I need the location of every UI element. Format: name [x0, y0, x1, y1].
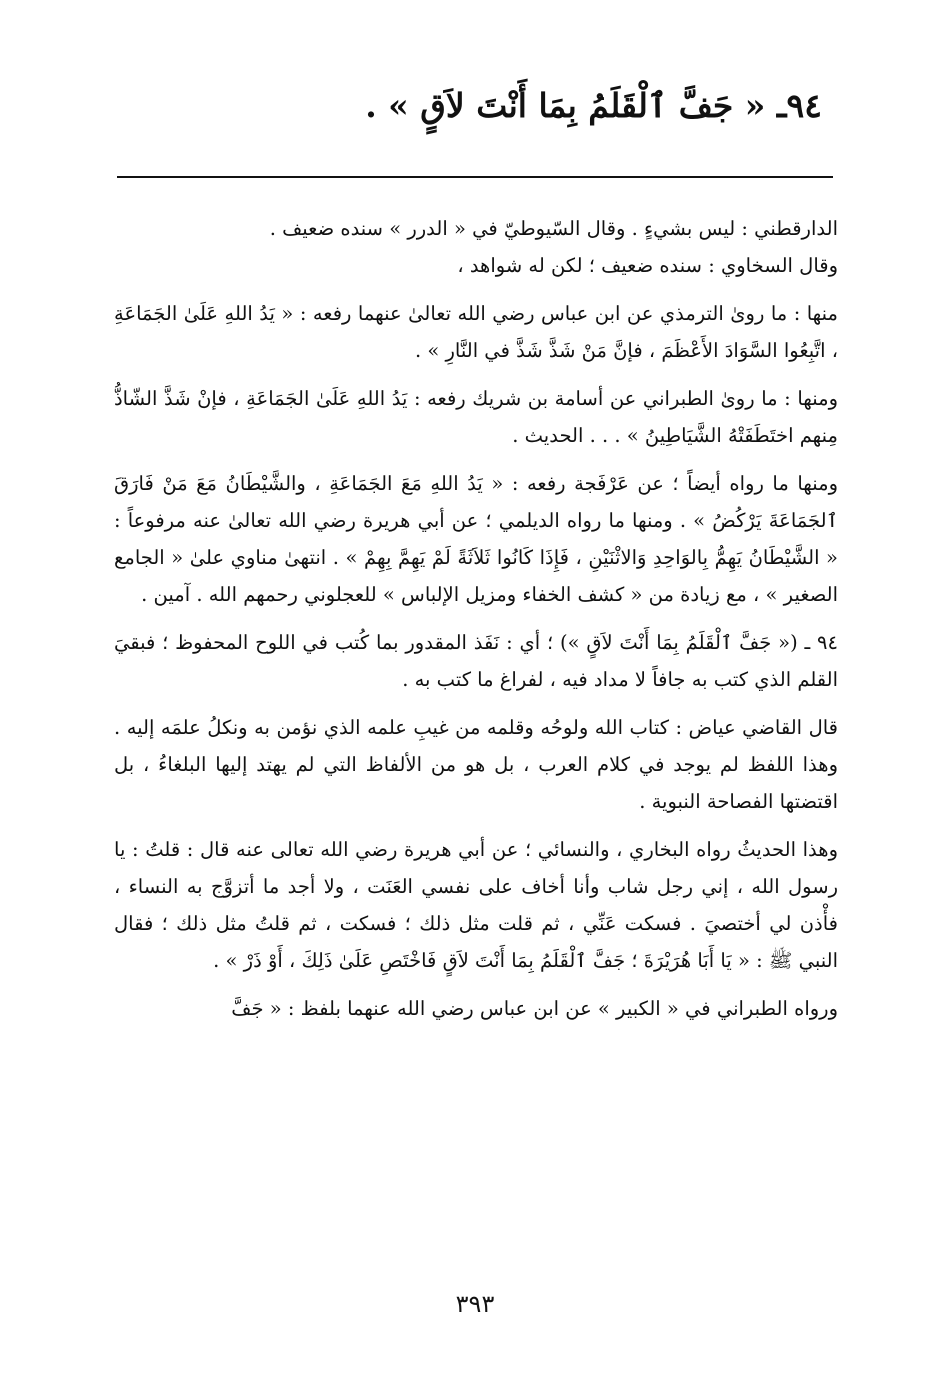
heading-divider	[117, 176, 833, 178]
paragraph: ومنها ما رواه أيضاً ؛ عن عَرْفَجة رفعه : « يَدُ اللهِ مَعَ الجَمَاعَةِ ، والشَّيْطَانُ مَعَ مَنْ فَارَقَ ٱلجَمَاعَةَ يَرْكُضُ » . ومنها ما رواه الديلمي ؛ عن أبي هريرة رضي الله تعالىٰ عنه مرفوعاً : « الشَّيْطَانُ يَهِمُّ بِالوَاحِدِ وَالاثْنَيْنِ ، فَإِذَا كَانُوا ثَلاَثَةً لَمْ يَهِمَّ بِهِمْ » . انتهىٰ مناوي علىٰ « الجامع الصغير » ، مع زيادة من « كشف الخفاء ومزيل الإلباس » للعجلوني رحمهم الله . آمين .	[114, 472, 838, 606]
page-number: ٣٩٣	[455, 1290, 495, 1318]
paragraph: ومنها : ما روىٰ الطبراني عن أسامة بن شريك رفعه : يَدُ اللهِ عَلَىٰ الجَمَاعَةِ ، فإنْ شَذَّ الشّاذُّ مِنهم اختَطَفَتْهُ الشَّيَاطِينُ » . . . الحديث .	[114, 387, 838, 447]
paragraph: قال القاضي عياض : كتاب الله ولوحُه وقلمه من غيبِ علمه الذي نؤمن به ونكلُ علمَه إليه . وهذا اللفظ لم يوجد في كلام العرب ، بل هو من الألفاظ التي لم يهتد إليها البلغاءُ ، بل اقتضتها الفصاحة النبوية .	[114, 716, 838, 813]
hadith-heading: ٩٤ـ « جَفَّ ٱلْقَلَمُ بِمَا أَنْتَ لاَقٍ » .	[365, 86, 822, 125]
paragraph: ورواه الطبراني في « الكبير » عن ابن عباس رضي الله عنهما بلفظ : « جَفَّ	[231, 997, 838, 1020]
paragraph: ٩٤ ـ (« جَفَّ ٱلْقَلَمُ بِمَا أَنْتَ لاَقٍ ») ؛ أي : نَفَذ المقدور بما كُتب في اللوح المحفوظ ؛ فبقيَ القلم الذي كتب به جافاً لا مداد فيه ، لفراغ ما كتب به .	[114, 631, 838, 691]
paragraph: منها : ما روىٰ الترمذي عن ابن عباس رضي الله تعالىٰ عنهما رفعه : « يَدُ اللهِ عَلَىٰ الجَمَاعَةِ ، اتَّبِعُوا السَّوَادَ الأَعْظَمَ ، فإنَّ مَنْ شَذَّ شَذَّ في النَّارِ » .	[114, 302, 838, 362]
paragraph: الدارقطني : ليس بشيءٍ . وقال السّيوطيّ في « الدرر » سنده ضعيف .	[269, 217, 838, 240]
paragraph: وقال السخاوي : سنده ضعيف ؛ لكن له شواهد ،	[457, 254, 838, 277]
body-text	[114, 210, 838, 1027]
paragraph: وهذا الحديثُ رواه البخاري ، والنسائي ؛ عن أبي هريرة رضي الله تعالى عنه قال : قلتُ : يا رسول الله ، إني رجل شاب وأنا أخاف على نفسي العَنَت ، ولا أجد ما أتزوَّج به النساء ، فأْذن لي أختصيَ . فسكت عَنِّي ، ثم قلت مثل ذلك ؛ فسكت ، ثم قلتُ مثل ذلك ؛ فقال النبي ﷺ : « يَا أَبَا هُرَيْرَةَ ؛ جَفَّ ٱلْقَلَمُ بِمَا أَنْتَ لاَقٍ فَاخْتَصِ عَلَىٰ ذَلِكَ ، أَوْ ذَرْ » .	[114, 838, 838, 972]
